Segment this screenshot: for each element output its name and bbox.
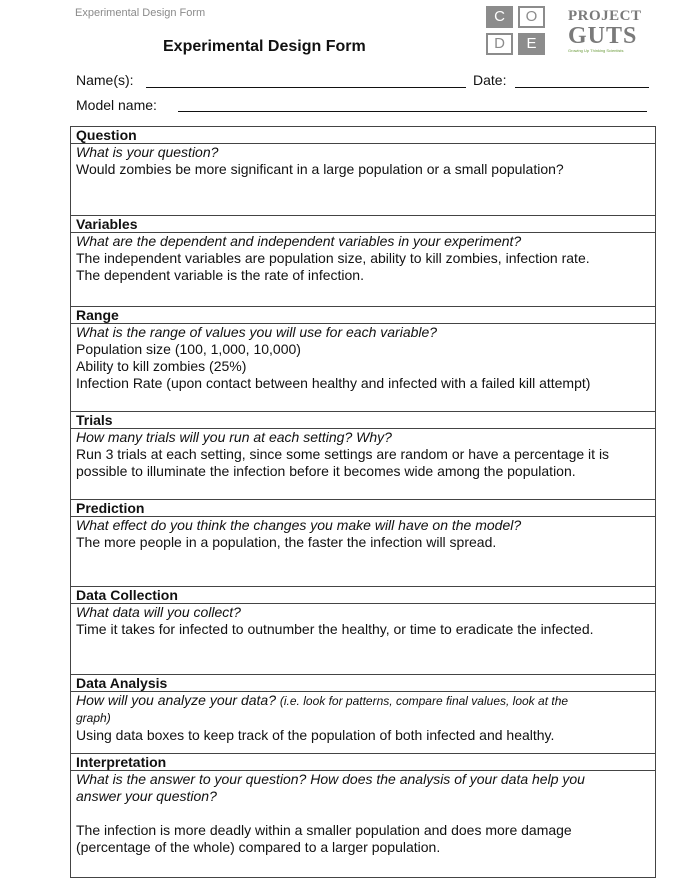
section-body[interactable] — [71, 517, 655, 551]
section-answer-line: The dependent variable is the rate of infection. — [76, 267, 364, 283]
section-heading: Trials — [71, 411, 655, 429]
section-answer-line: Infection Rate (upon contact between healthy and infected with a failed kill attempt) — [76, 375, 591, 391]
section-heading: Prediction — [71, 499, 655, 517]
section-prompt: What effect do you think the changes you make will have on the model? — [76, 517, 522, 533]
section-heading: Data Collection — [71, 586, 655, 604]
section-answer-line: The independent variables are population size, ability to kill zombies, infection rate. — [76, 250, 590, 266]
model-name-input-line[interactable] — [178, 111, 647, 112]
names-input-line[interactable] — [146, 87, 466, 88]
names-label: Name(s): — [76, 72, 134, 88]
section-answer-line: Using data boxes to keep track of the population of both infected and healthy. — [76, 727, 555, 743]
section-prompt: answer your question? — [76, 788, 217, 804]
section-body[interactable] — [71, 233, 655, 284]
code-logo — [486, 6, 550, 58]
section-heading: Data Analysis — [71, 674, 655, 692]
section-answer-line: The infection is more deadly within a smaller population and does more damage — [76, 822, 572, 838]
section-prompt: What is the range of values you will use for each variable? — [76, 324, 438, 340]
model-name-label: Model name: — [76, 97, 157, 113]
section-answer-line: Time it takes for infected to outnumber the healthy, or time to eradicate the infected. — [76, 621, 594, 637]
date-label: Date: — [473, 72, 507, 88]
page-title: Experimental Design Form — [163, 38, 366, 55]
section-answer-line: (percentage of the whole) compared to a larger population. — [76, 839, 441, 855]
section-prompt: What are the dependent and independent variables in your experiment? — [76, 233, 522, 249]
form-table — [70, 126, 656, 878]
section-answer-line: possible to illuminate the infection before it becomes wide among the population. — [76, 463, 576, 479]
section-body[interactable] — [71, 692, 655, 744]
section-prompt: What is the answer to your question? How does the analysis of your data help you — [76, 771, 585, 787]
guts-logo-main: GUTS — [568, 23, 638, 49]
project-guts-logo — [568, 8, 654, 60]
section-answer-line: Would zombies be more significant in a large population or a small population? — [76, 161, 564, 177]
guts-logo-top: PROJECT — [568, 8, 642, 24]
section-body[interactable] — [71, 429, 655, 480]
section-body[interactable] — [71, 144, 655, 178]
section-prompt: How many trials will you run at each setting? Why? — [76, 429, 392, 445]
section-prompt: How will you analyze your data? — [76, 692, 276, 708]
section-body[interactable] — [71, 324, 655, 392]
code-logo-letter: D — [486, 33, 513, 55]
section-answer-line: Ability to kill zombies (25%) — [76, 358, 247, 374]
section-prompt: What data will you collect? — [76, 604, 241, 620]
date-input-line[interactable] — [515, 87, 649, 88]
section-heading: Range — [71, 306, 655, 324]
section-data-collection — [71, 586, 655, 674]
section-variables — [71, 215, 655, 306]
section-prompt-hint: (i.e. look for patterns, compare final values, look at the — [279, 694, 569, 708]
section-prompt-hint: graph) — [76, 711, 111, 725]
section-range — [71, 306, 655, 411]
guts-logo-tagline: Growing Up Thinking Scientists — [568, 48, 624, 53]
section-heading: Question — [71, 126, 655, 144]
section-heading: Interpretation — [71, 753, 655, 771]
header-small-title: Experimental Design Form — [75, 7, 206, 19]
section-answer-line: Run 3 trials at each setting, since some settings are random or have a percentage it is — [76, 446, 610, 462]
section-body[interactable] — [71, 771, 655, 856]
code-logo-letter: E — [518, 33, 545, 55]
code-logo-letter: O — [518, 6, 545, 28]
section-prediction — [71, 499, 655, 586]
section-prompt: What is your question? — [76, 144, 219, 160]
section-question — [71, 126, 655, 215]
section-answer-line: The more people in a population, the faster the infection will spread. — [76, 534, 497, 550]
section-answer-line: Population size (100, 1,000, 10,000) — [76, 341, 301, 357]
section-interpretation — [71, 753, 655, 877]
code-logo-letter: C — [486, 6, 513, 28]
section-data-analysis — [71, 674, 655, 753]
section-trials — [71, 411, 655, 499]
section-heading: Variables — [71, 215, 655, 233]
section-body[interactable] — [71, 604, 655, 638]
